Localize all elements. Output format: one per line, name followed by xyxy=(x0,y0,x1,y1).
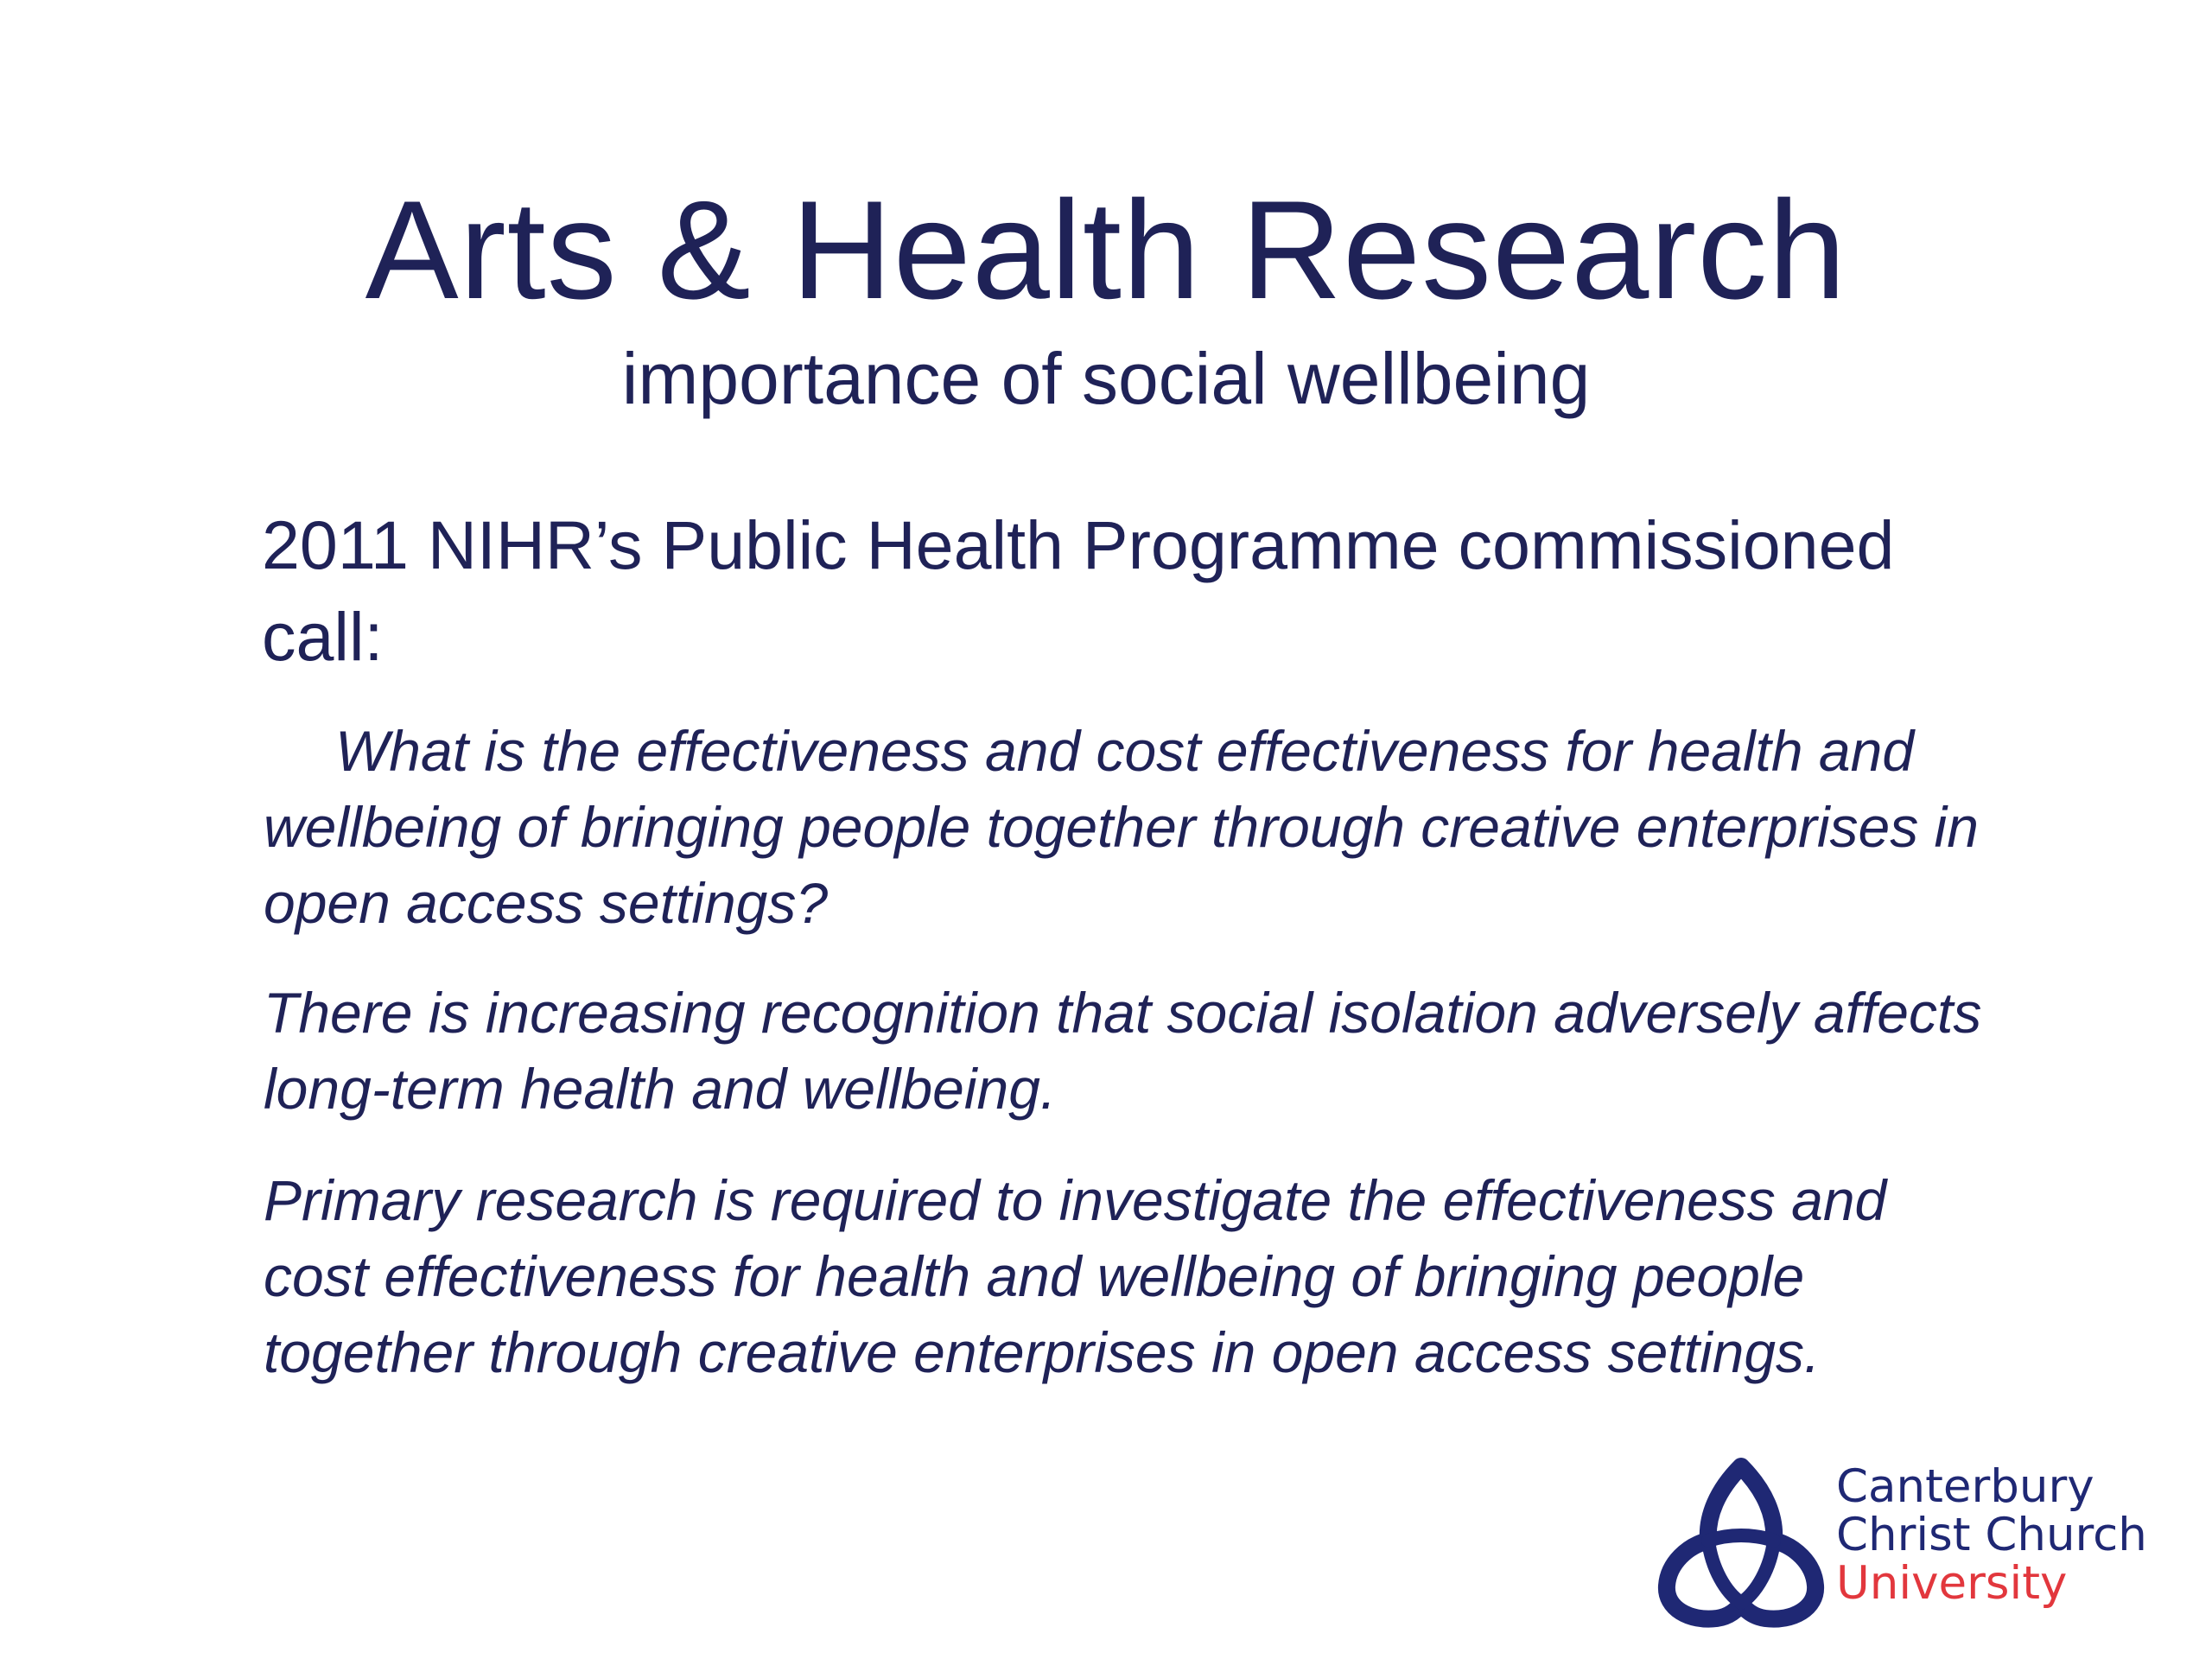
logo-wordmark xyxy=(1836,1460,2147,1610)
logo-line-christ-church: Christ Church xyxy=(1836,1509,2147,1561)
logo-line-canterbury: Canterbury xyxy=(1836,1460,2094,1513)
triquetra-icon xyxy=(1655,1456,1827,1629)
slide-subtitle: importance of social wellbeing xyxy=(621,338,1591,419)
logo-line-university: University xyxy=(1836,1557,2068,1610)
recognition-statement: There is increasing recognition that social isolation adversely affects long-term health and wellbeing. xyxy=(264,981,1982,1121)
university-logo xyxy=(1655,1456,2147,1629)
research-question: What is the effectiveness and cost effectiveness for health and wellbeing of bringing people together through creative enterprises in open access settings? xyxy=(264,719,1979,935)
call-heading: 2011 NIHR’s Public Health Programme commissioned call: xyxy=(262,506,1895,675)
slide-title: Arts & Health Research xyxy=(365,172,1847,328)
research-requirement: Primary research is required to investigate the effectiveness and cost effectiveness for health and wellbeing of bringing people together through creative enterprises in open access settings. xyxy=(264,1168,1887,1384)
